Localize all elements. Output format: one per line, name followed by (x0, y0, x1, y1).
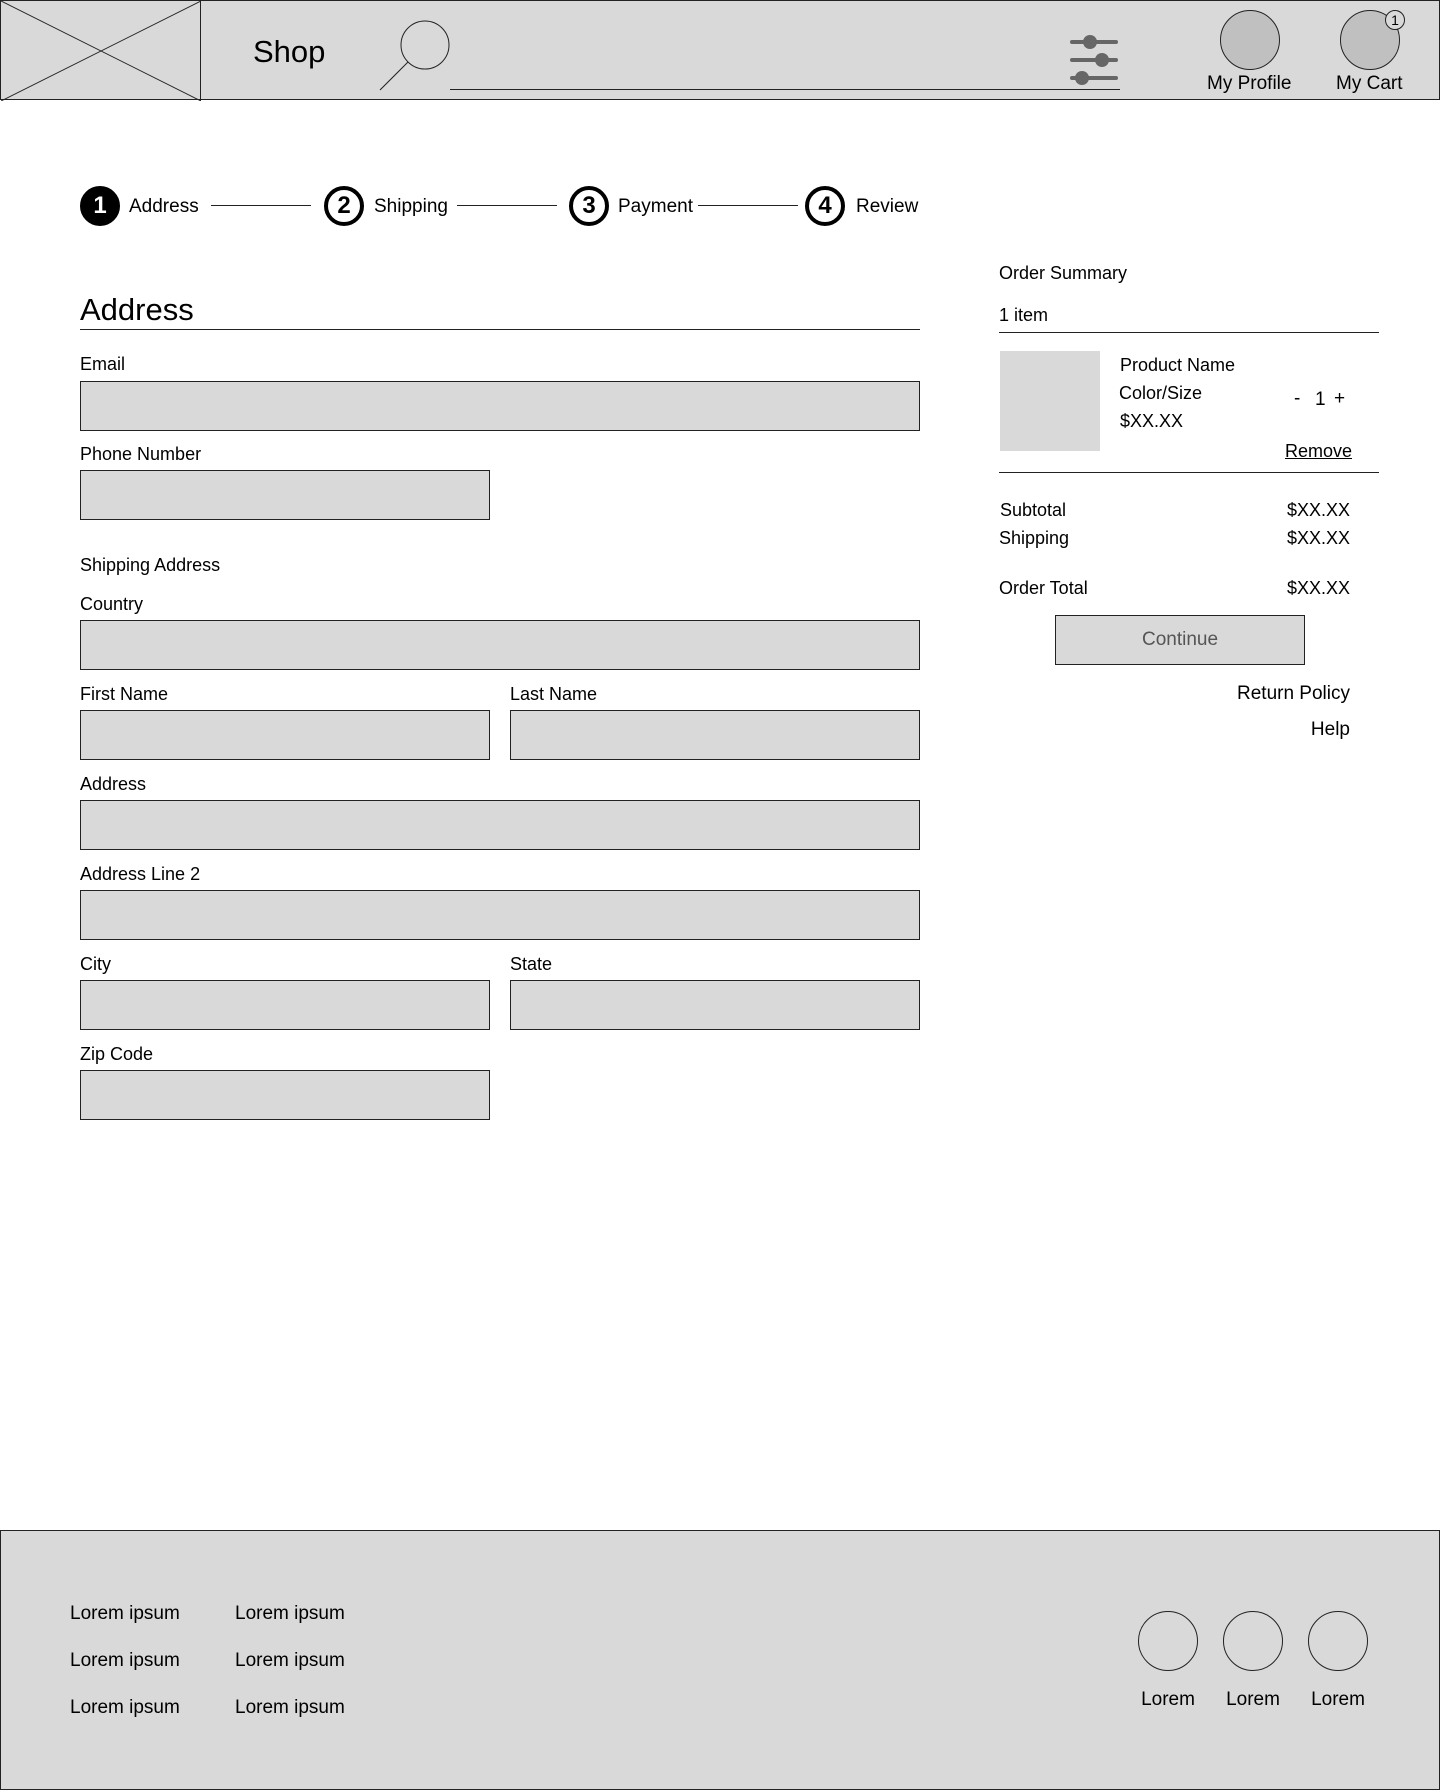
first-name-field[interactable] (80, 710, 490, 760)
order-total-value: $XX.XX (1287, 578, 1351, 598)
search-icon[interactable] (377, 18, 453, 93)
product-price: $XX.XX (1120, 411, 1184, 431)
state-field[interactable] (510, 980, 920, 1030)
city-field[interactable] (80, 980, 490, 1030)
profile-avatar[interactable] (1220, 10, 1280, 70)
social-label: Lorem (1311, 1689, 1365, 1710)
zip-code-field[interactable] (80, 1070, 490, 1120)
footer-link[interactable]: Lorem ipsum (235, 1697, 345, 1718)
search-input[interactable] (450, 30, 1120, 90)
last-name-label: Last Name (510, 684, 598, 704)
shipping-value: $XX.XX (1287, 528, 1351, 548)
social-icon[interactable] (1223, 1611, 1283, 1671)
state-label: State (510, 954, 553, 974)
profile-label[interactable]: My Profile (1207, 73, 1292, 94)
cart-count-badge: 1 (1385, 10, 1405, 30)
email-label: Email (80, 354, 126, 374)
step-connector (698, 205, 798, 206)
product-thumbnail[interactable] (1000, 351, 1100, 451)
shipping-address-heading: Shipping Address (80, 555, 221, 575)
brand-name[interactable]: Shop (253, 34, 326, 69)
cart-label[interactable]: My Cart (1336, 73, 1403, 94)
order-total-label: Order Total (999, 578, 1088, 598)
step-connector (211, 205, 311, 206)
zip-code-label: Zip Code (80, 1044, 154, 1064)
address-line2-label: Address Line 2 (80, 864, 201, 884)
product-name[interactable]: Product Name (1120, 355, 1236, 375)
phone-label: Phone Number (80, 444, 202, 464)
return-policy-link[interactable]: Return Policy (1237, 683, 1350, 704)
summary-divider (999, 332, 1379, 333)
help-link[interactable]: Help (1310, 719, 1350, 740)
email-field[interactable] (80, 381, 920, 431)
subtotal-label: Subtotal (1000, 500, 1067, 520)
quantity-value: 1 (1315, 389, 1326, 410)
step-2-indicator[interactable]: 2 (324, 186, 364, 226)
logo-placeholder-icon (1, 1, 201, 101)
footer-link[interactable]: Lorem ipsum (70, 1650, 180, 1671)
summary-divider (999, 472, 1379, 473)
country-field[interactable] (80, 620, 920, 670)
social-icon[interactable] (1138, 1611, 1198, 1671)
address-field[interactable] (80, 800, 920, 850)
logo-placeholder[interactable] (1, 1, 201, 101)
product-variant: Color/Size (1119, 383, 1203, 403)
last-name-field[interactable] (510, 710, 920, 760)
social-icon[interactable] (1308, 1611, 1368, 1671)
quantity-increase-button[interactable]: + (1334, 388, 1346, 409)
country-label: Country (80, 594, 144, 614)
first-name-label: First Name (80, 684, 169, 704)
section-title: Address (80, 292, 194, 327)
social-label: Lorem (1226, 1689, 1280, 1710)
step-connector (457, 205, 557, 206)
subtotal-value: $XX.XX (1287, 500, 1351, 520)
footer-link[interactable]: Lorem ipsum (70, 1697, 180, 1718)
quantity-decrease-button[interactable]: - (1294, 388, 1301, 409)
footer-link[interactable]: Lorem ipsum (235, 1603, 345, 1624)
item-count: 1 item (999, 305, 1049, 325)
remove-item-link[interactable]: Remove (1285, 441, 1353, 461)
footer-link[interactable]: Lorem ipsum (235, 1650, 345, 1671)
shipping-label: Shipping (999, 528, 1070, 548)
address-line2-field[interactable] (80, 890, 920, 940)
filter-sliders-icon[interactable] (1068, 34, 1120, 86)
step-4-indicator[interactable]: 4 (805, 186, 845, 226)
step-2-label[interactable]: Shipping (374, 196, 448, 217)
continue-button[interactable]: Continue (1055, 615, 1305, 665)
section-divider (80, 329, 920, 330)
footer (0, 1530, 1440, 1790)
step-3-label[interactable]: Payment (618, 196, 693, 217)
step-4-label[interactable]: Review (856, 196, 919, 217)
step-1-indicator[interactable]: 1 (80, 186, 120, 226)
phone-field[interactable] (80, 470, 490, 520)
social-label: Lorem (1141, 1689, 1195, 1710)
step-3-indicator[interactable]: 3 (569, 186, 609, 226)
city-label: City (80, 954, 111, 974)
order-summary-title: Order Summary (999, 263, 1128, 283)
footer-link[interactable]: Lorem ipsum (70, 1603, 180, 1624)
address-label: Address (80, 774, 147, 794)
step-1-label[interactable]: Address (129, 196, 199, 217)
